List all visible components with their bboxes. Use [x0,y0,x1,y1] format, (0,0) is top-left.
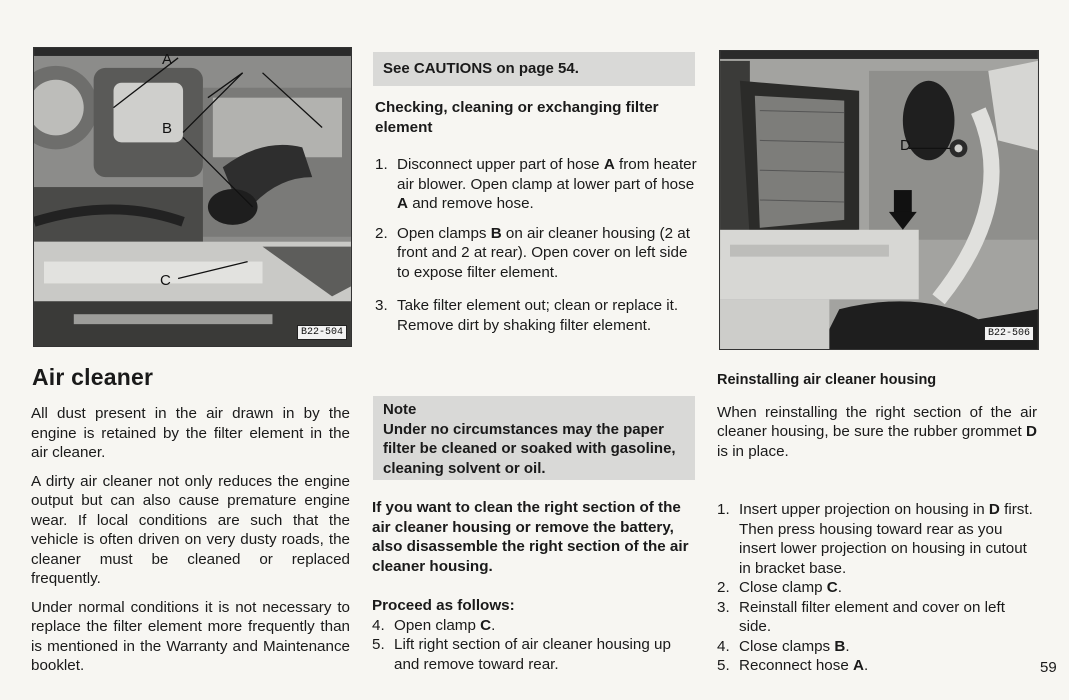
step-number: 2. [375,224,388,242]
step-text: first. Then press housing toward rear as you insert lower projection on housing in cutout in bracket base. [739,501,1033,577]
intro-column [31,404,350,676]
step-text: Reconnect hose [739,657,853,674]
paragraph-ref: D [1026,423,1037,440]
step-number: 1. [375,156,388,173]
check-heading: Checking, cleaning or exchanging filter element [375,99,659,136]
figure-code-left: B22-504 [297,325,347,340]
step-text: Reinstall filter element and cover on left side. [739,598,1005,635]
intro-paragraph-2: A dirty air cleaner not only reduces the engine output but can also cause premature engine wear. If local conditions are such that the vehicle is often driven on very dusty roads, the cleaner must be cleaned or replaced frequently. [31,472,350,587]
list-item [375,224,697,283]
step-number: 4. [372,616,385,634]
list-item [717,578,1037,598]
step-text: . [491,616,496,634]
check-steps [375,155,697,335]
note-text: Under no circumstances may the paper filter be cleaned or soaked with gasoline, cleaning solvent or oil. [383,420,676,477]
reinstall-steps [717,500,1037,676]
step-text: from heater air blower. Open clamp at lower part of hose [397,156,697,193]
intro-paragraph-1: All dust present in the air drawn in by the engine is retained by the filter element in the air cleaner. [31,405,350,461]
step-ref: A [603,156,615,173]
step-number: 5. [372,636,385,653]
step-text: Insert upper projection on housing in [739,501,989,518]
step-text: . [863,657,869,674]
page-number: 59 [1040,659,1057,676]
callout-c: C [160,272,171,289]
step-text: and remove hose. [407,195,534,212]
step-text: . [837,579,842,596]
caution-box [373,52,695,86]
step-text: Take filter element out; clean or replace it. Remove dirt by shaking filter element. [397,297,679,334]
reinstall-paragraph [717,403,1037,462]
list-item [372,635,696,674]
callout-a: A [162,51,173,68]
step-text: Close clamp [739,579,827,596]
step-number: 5. [717,657,730,674]
step-number: 3. [717,598,730,616]
list-item [717,598,1037,637]
step-ref: B [490,224,502,242]
step-ref: A [397,195,408,212]
step-ref: D [988,501,1000,518]
step-ref: C [826,579,838,596]
step-text: Close clamps [739,637,835,655]
step-text: Lift right section of air cleaner housing up and remove toward rear. [394,636,671,673]
reinstall-column [717,371,1037,676]
list-item [375,155,697,214]
figure-code-right: B22-506 [984,326,1034,341]
step-number: 4. [717,637,730,655]
list-item [375,296,697,335]
callout-b: B [162,120,173,137]
step-text: Open clamp [394,616,481,634]
note-box [373,396,695,480]
intro-paragraph-3: Under normal conditions it is not necessary to replace the filter element more frequently than is mentioned in the Warranty and Maintenance booklet. [31,598,350,674]
right-section-heading: If you want to clean the right section of the air cleaner housing or remove the battery, also disassemble the right section of the air cleaner housing. [372,499,689,575]
paragraph-text: When reinstalling the right section of the air cleaner housing, be sure the rubber grommet [717,403,1037,440]
check-column [375,98,697,335]
step-number: 2. [717,579,730,596]
step-number: 3. [375,297,388,314]
step-ref: A [852,657,864,674]
engine-illustration-right [720,51,1038,349]
paragraph-text: is in place. [717,442,789,460]
list-item [717,637,1037,657]
callout-d: D [900,137,911,154]
caution-text: See CAUTIONS on page 54. [383,60,579,77]
list-item [717,500,1037,578]
reinstall-heading: Reinstalling air cleaner housing [717,372,937,388]
step-number: 1. [717,501,730,518]
step-text: . [845,637,850,655]
proceed-heading: Proceed as follows: [372,597,515,614]
step-text: Disconnect upper part of hose [397,156,604,173]
disassembly-column [372,498,696,674]
step-text: Open clamps [397,224,491,242]
list-item [372,616,696,636]
engine-photo-left [33,47,352,347]
step-ref: B [834,637,846,655]
section-title: Air cleaner [32,364,154,390]
note-title: Note [383,401,417,418]
proceed-steps [372,616,696,675]
step-text: on air cleaner housing (2 at front and 2 at rear). Open cover on left side to expose filter element. [397,224,690,281]
engine-illustration-left [34,48,351,346]
step-ref: C [480,616,492,634]
engine-photo-right [719,50,1039,350]
list-item [717,656,1037,676]
